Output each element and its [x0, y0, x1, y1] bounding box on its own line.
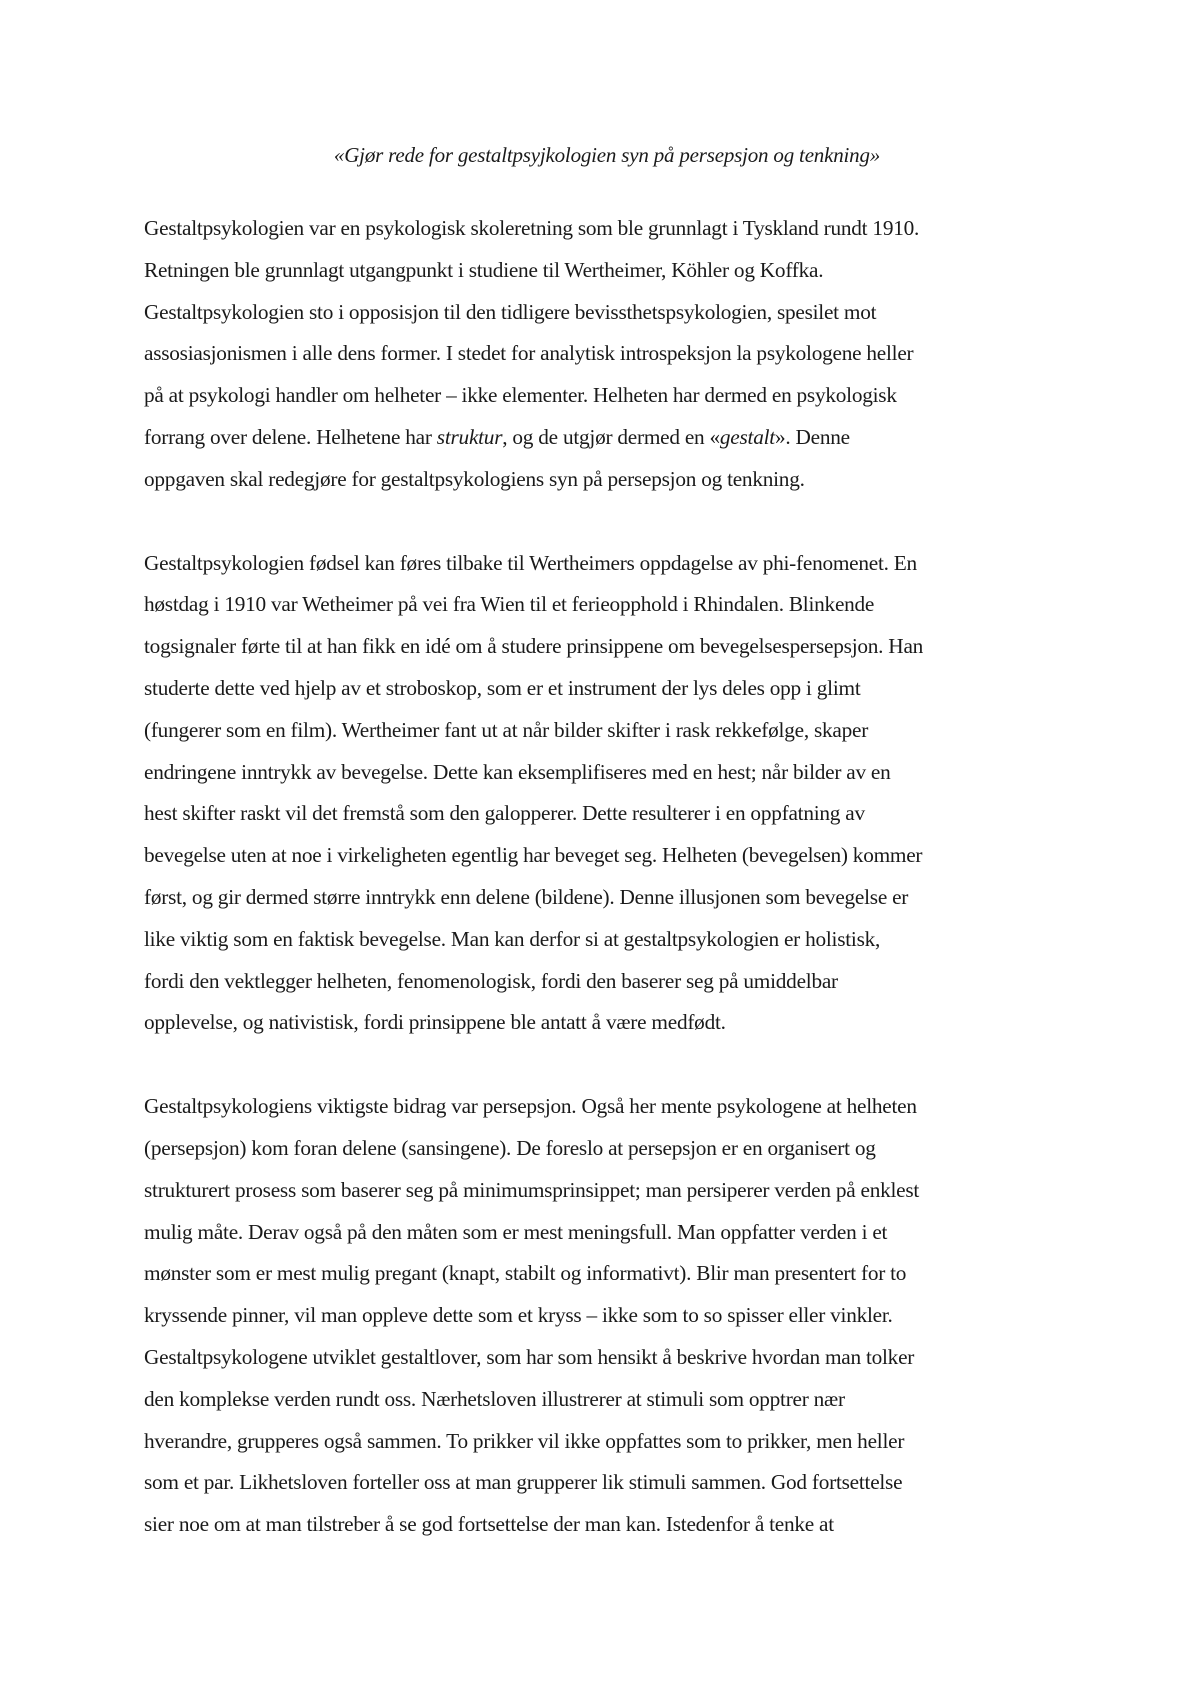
text-line: Retningen ble grunnlagt utgangpunkt i studiene til Wertheimer, Köhler og Koffka. [144, 257, 824, 282]
text-line: hverandre, grupperes også sammen. To prikker vil ikke oppfattes som to prikker, men heller [144, 1428, 905, 1453]
text-line [144, 417, 1070, 459]
text-line: strukturert prosess som baserer seg på minimumsprinsippet; man persiperer verden på enklest [144, 1177, 920, 1202]
text-line: kryssende pinner, vil man oppleve dette som et kryss – ikke som to so spisser eller vinkler. [144, 1303, 893, 1328]
text-line: hest skifter raskt vil det fremstå som den galopperer. Dette resulterer i en oppfatning av [144, 801, 865, 826]
text-line: mønster som er mest mulig pregant (knapt, stabilt og informativt). Blir man presentert for to [144, 1261, 907, 1286]
emphasis-struktur: struktur [436, 424, 503, 449]
text-line: Gestaltpsykologien sto i opposisjon til den tidligere bevissthetspsykologien, spesilet mot [144, 299, 877, 324]
text-line: (persepsjon) kom foran delene (sansingene). De foreslo at persepsjon er en organisert og [144, 1135, 876, 1160]
text-line: oppgaven skal redegjøre for gestaltpsykologiens syn på persepsjon og tenkning. [144, 466, 805, 491]
text-line: bevegelse uten at noe i virkeligheten egentlig har beveget seg. Helheten (bevegelsen) kommer [144, 843, 923, 868]
text-segment: , og de utgjør dermed en « [502, 424, 720, 449]
paragraph-intro [144, 208, 1070, 501]
text-line: den komplekse verden rundt oss. Nærhetsloven illustrerer at stimuli som opptrer nær [144, 1386, 845, 1411]
paragraph-perception [144, 1086, 1070, 1546]
text-line: Gestaltpsykologien var en psykologisk skoleretning som ble grunnlagt i Tyskland rundt 1910. [144, 216, 920, 240]
text-line: studerte dette ved hjelp av et stroboskop, som er et instrument der lys deles opp i glimt [144, 675, 861, 700]
text-line: mulig måte. Derav også på den måten som er mest meningsfull. Man oppfatter verden i et [144, 1219, 888, 1244]
text-segment: forrang over delene. Helhetene har [144, 424, 437, 449]
paragraph-phi-phenomenon [144, 543, 1070, 1045]
text-line: (fungerer som en film). Wertheimer fant ut at når bilder skifter i rask rekkefølge, skaper [144, 717, 869, 742]
text-line: like viktig som en faktisk bevegelse. Man kan derfor si at gestaltpsykologien er holistisk, [144, 926, 881, 951]
text-line: Gestaltpsykologien fødsel kan føres tilbake til Wertheimers oppdagelse av phi-fenomenet. En [144, 550, 917, 575]
text-line: endringene inntrykk av bevegelse. Dette kan eksemplifiseres med en hest; når bilder av en [144, 759, 891, 784]
text-line: opplevelse, og nativistisk, fordi prinsippene ble antatt å være medfødt. [144, 1010, 726, 1035]
text-line: først, og gir dermed større inntrykk enn delene (bildene). Denne illusjonen som bevegelse er [144, 884, 909, 909]
document-title: «Gjør rede for gestaltpsyjkologien syn på persepsjon og tenkning» [333, 143, 881, 167]
text-line: togsignaler førte til at han fikk en idé om å studere prinsippene om bevegelsespersepsjon. Han [144, 634, 924, 659]
text-line: høstdag i 1910 var Wetheimer på vei fra Wien til et ferieopphold i Rhindalen. Blinkende [144, 592, 875, 617]
emphasis-gestalt: gestalt [719, 424, 775, 449]
text-line: Gestaltpsykologene utviklet gestaltlover, som har som hensikt å beskrive hvordan man tolker [144, 1344, 915, 1369]
text-line: sier noe om at man tilstreber å se god fortsettelse der man kan. Istedenfor å tenke at [144, 1512, 834, 1537]
text-line: Gestaltpsykologiens viktigste bidrag var persepsjon. Også her mente psykologene at helheten [144, 1094, 917, 1119]
text-line: assosiasjonismen i alle dens former. I stedet for analytisk introspeksjon la psykologene heller [144, 341, 914, 366]
text-segment: ». Denne [774, 424, 850, 449]
text-line: som et par. Likhetsloven forteller oss at man grupperer lik stimuli sammen. God fortsettelse [144, 1470, 903, 1495]
text-line: fordi den vektlegger helheten, fenomenologisk, fordi den baserer seg på umiddelbar [144, 968, 838, 993]
text-line: på at psykologi handler om helheter – ikke elementer. Helheten har dermed en psykologisk [144, 383, 897, 408]
